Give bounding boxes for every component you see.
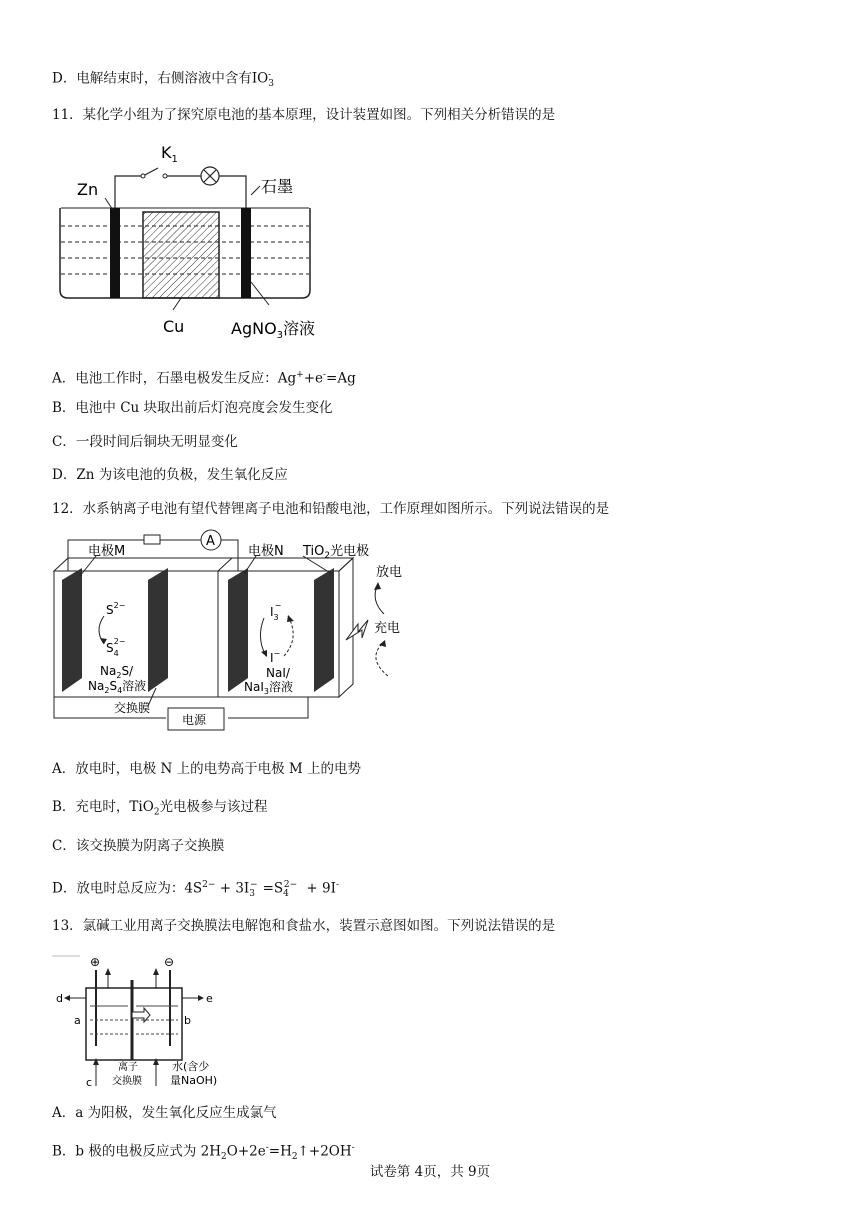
- q11-circuit: [55, 140, 345, 340]
- q10-sub: 3: [268, 79, 274, 90]
- right-solution-line2: NaI$_3$溶液: [244, 680, 293, 696]
- ammeter-label: A: [206, 534, 215, 549]
- zn-label: Zn: [77, 180, 99, 199]
- q12-option-d: D．放电时总反应为：$4S^{2-} + 3I_3^- =S_4^{2-} + 9I^-$: [52, 880, 340, 900]
- i3-label: $I_3-$: [270, 601, 282, 622]
- q11-option-a: A．电池工作时，石墨电极发生反应：Ag++e-=Ag: [52, 370, 356, 387]
- q10-sup: -: [267, 70, 272, 80]
- q11-option-c: C．一段时间后铜块无明显变化: [52, 434, 238, 450]
- q11-stem: 11．某化学小组为了探究原电池的基本原理，设计装置如图。下列相关分析错误的是: [52, 107, 556, 123]
- outlet-d-label: d: [56, 992, 63, 1005]
- electrode-n: [228, 568, 248, 692]
- membrane-label-1: 离子: [118, 1062, 138, 1073]
- water-label-1: 水(含少: [172, 1060, 210, 1073]
- k1-label: $K_1$: [161, 143, 178, 165]
- q12-option-a: A．放电时，电极 N 上的电势高于电极 M 上的电势: [52, 761, 362, 777]
- left-solution-line2: $Na_2S_4$溶液: [88, 679, 147, 695]
- inlet-c-label: c: [86, 1076, 93, 1089]
- tio2-electrode: [314, 568, 334, 692]
- negative-terminal-icon: ⊖: [164, 955, 175, 969]
- q13-stem: 13．氯碱工业用离子交换膜法电解饱和食盐水，装置示意图如图。下列说法错误的是: [52, 918, 556, 934]
- electrode-m: [62, 568, 82, 692]
- membrane-label: 交换膜: [114, 701, 151, 715]
- agno3-label: AgNO$_3$溶液: [231, 319, 316, 340]
- q12-diagram: [48, 528, 418, 750]
- membrane-label-2: 交换膜: [112, 1076, 142, 1087]
- graphite-label: 石墨: [261, 177, 294, 196]
- membrane-plate: [148, 568, 168, 692]
- left-solution-line1: $Na_2S/$: [100, 664, 134, 680]
- q12-stem: 12．水系钠离子电池有望代替锂离子电池和铅酸电池，工作原理如图所示。下列说法错误的是: [52, 501, 610, 517]
- page-footer: 试卷第 4页，共 9页: [369, 1164, 491, 1180]
- q13-option-a: A．a 为阳极，发生氧化反应生成氯气: [52, 1105, 277, 1121]
- s2-label: $S^{2-}$: [106, 601, 126, 617]
- discharge-label: 放电: [376, 565, 403, 580]
- tio2-label: TiO$_2$光电极: [303, 544, 370, 561]
- outlet-e-label: e: [206, 992, 213, 1005]
- q13-diagram: [52, 948, 242, 1090]
- electrode-n-label: 电极N: [248, 544, 284, 559]
- lightning-icon: [346, 620, 368, 640]
- q11-option-b: B．电池中 Cu 块取出前后灯泡亮度会发生变化: [52, 400, 333, 416]
- q12-option-c: C．该交换膜为阴离子交换膜: [52, 838, 225, 854]
- q10-option-d: [52, 66, 277, 93]
- right-solution-line1: NaI/: [266, 666, 290, 680]
- q10-option-d-text: D．电解结束时，右侧溶液中含有IO: [52, 70, 269, 87]
- charge-label: 充电: [374, 621, 401, 636]
- i-label: I−: [270, 649, 281, 665]
- water-label-2: 量NaOH): [170, 1074, 218, 1087]
- q11-option-d: D．Zn 为该电池的负极，发生氧化反应: [52, 467, 288, 483]
- s4-label: $S_42-$: [106, 637, 126, 658]
- electrode-b-label: b: [184, 1014, 191, 1027]
- power-label: 电源: [182, 713, 207, 727]
- electrode-a-label: a: [74, 1014, 81, 1027]
- cu-label: Cu: [163, 317, 185, 336]
- q13-option-b: B．b 极的电极反应式为 $2H_2O+2e^-=H_2↑+2OH^-$: [52, 1143, 355, 1163]
- positive-terminal-icon: ⊕: [90, 955, 101, 969]
- q12-option-b: B．充电时，TiO$_2$光电极参与该过程: [52, 799, 268, 818]
- electrode-m-label: 电极M: [88, 544, 126, 559]
